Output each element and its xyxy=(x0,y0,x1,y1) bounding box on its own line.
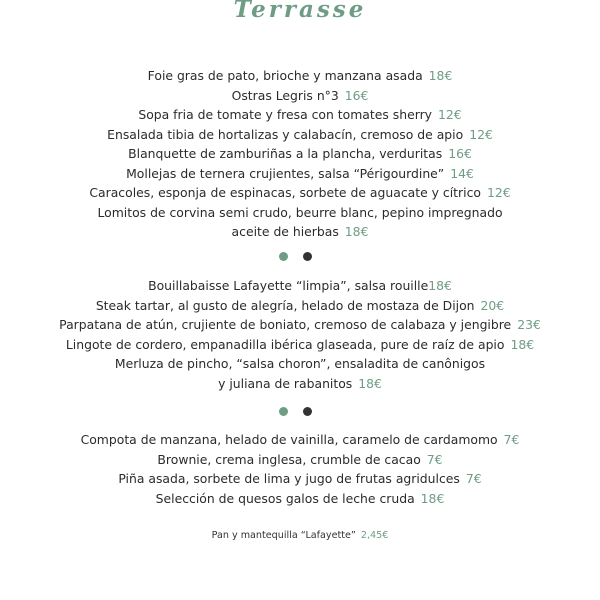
item-name: aceite de hierbas xyxy=(231,224,339,239)
item-price: 12€ xyxy=(469,126,493,142)
item-price: 7€ xyxy=(503,432,520,447)
menu-item xyxy=(0,105,600,125)
item-price: 18€ xyxy=(344,224,369,239)
item-name: Merluza de pincho, “salsa choron”, ensaladita de canônigos xyxy=(114,356,486,371)
menu-item xyxy=(0,183,600,203)
menu-item xyxy=(0,144,600,164)
item-name: Pan y mantequilla “Lafayette” xyxy=(211,530,356,541)
mains-section xyxy=(0,276,600,393)
dark-dot-icon xyxy=(303,252,312,261)
item-price: 16€ xyxy=(448,146,472,161)
item-price: 16€ xyxy=(344,87,369,103)
item-name: Compota de manzana, helado de vainilla, caramelo de cardamomo xyxy=(80,432,498,447)
item-price: 14€ xyxy=(450,165,474,181)
section-divider xyxy=(279,407,319,417)
item-name: Brownie, crema inglesa, crumble de cacao xyxy=(157,451,421,467)
item-name: Mollejas de ternera crujientes, salsa “Périgourdine” xyxy=(126,165,445,181)
item-name: Ostras Legris n°3 xyxy=(231,87,339,103)
item-name: Foie gras de pato, brioche y manzana asada xyxy=(147,68,423,83)
menu-item xyxy=(0,222,600,242)
menu-item xyxy=(0,335,600,355)
item-name: Lingote de cordero, empanadilla ibérica glaseada, pure de raíz de apio xyxy=(65,336,505,352)
menu-item xyxy=(0,315,600,335)
menu-item xyxy=(0,430,600,450)
item-name: Steak tartar, al gusto de alegría, helado de mostaza de Dijon xyxy=(95,297,475,313)
bread-butter-line xyxy=(0,530,600,541)
item-price: 18€ xyxy=(358,375,382,391)
item-price: 2,45€ xyxy=(360,530,389,541)
dark-dot-icon xyxy=(303,407,312,416)
menu-item xyxy=(0,489,600,509)
item-name: Blanquette de zamburiñas a la plancha, verduritas xyxy=(128,146,443,161)
item-price: 20€ xyxy=(480,297,505,313)
menu-item xyxy=(0,469,600,489)
menu-item xyxy=(0,66,600,86)
item-price: 23€ xyxy=(517,317,541,332)
item-name: Selección de quesos galos de leche cruda xyxy=(155,490,415,506)
item-price: 18€ xyxy=(420,490,445,506)
item-price: 18€ xyxy=(428,68,453,83)
menu-item xyxy=(0,164,600,184)
menu-item xyxy=(0,354,600,374)
menu-item xyxy=(0,276,600,296)
section-divider xyxy=(279,252,319,262)
item-price: 7€ xyxy=(426,451,443,467)
item-name: Ensalada tibia de hortalizas y calabacín, cremoso de apio xyxy=(107,126,464,142)
menu-item xyxy=(0,203,600,223)
item-name: Bouillabaisse Lafayette “limpia”, salsa rouille xyxy=(148,278,429,293)
desserts-section xyxy=(0,430,600,508)
green-dot-icon xyxy=(279,407,288,416)
menu-item xyxy=(0,125,600,145)
item-price: 18€ xyxy=(510,336,535,352)
item-price: 18€ xyxy=(428,278,452,293)
starters-section xyxy=(0,66,600,242)
item-name: y juliana de rabanitos xyxy=(218,375,353,391)
green-dot-icon xyxy=(279,252,288,261)
item-price: 12€ xyxy=(486,185,511,200)
item-price: 12€ xyxy=(438,107,462,122)
item-price: 7€ xyxy=(465,471,482,486)
menu-item xyxy=(0,450,600,470)
menu-item xyxy=(0,86,600,106)
item-name: Parpatana de atún, crujiente de boniato, cremoso de calabaza y jengibre xyxy=(59,317,512,332)
item-name: Caracoles, esponja de espinacas, sorbete de aguacate y cítrico xyxy=(89,185,481,200)
item-name: Sopa fria de tomate y fresa con tomates sherry xyxy=(138,107,433,122)
item-name: Piña asada, sorbete de lima y jugo de frutas agridulces xyxy=(118,471,460,486)
menu-item xyxy=(0,296,600,316)
menu-item xyxy=(0,374,600,394)
menu-title: Terrasse xyxy=(233,0,367,23)
item-name: Lomitos de corvina semi crudo, beurre blanc, pepino impregnado xyxy=(97,204,503,220)
